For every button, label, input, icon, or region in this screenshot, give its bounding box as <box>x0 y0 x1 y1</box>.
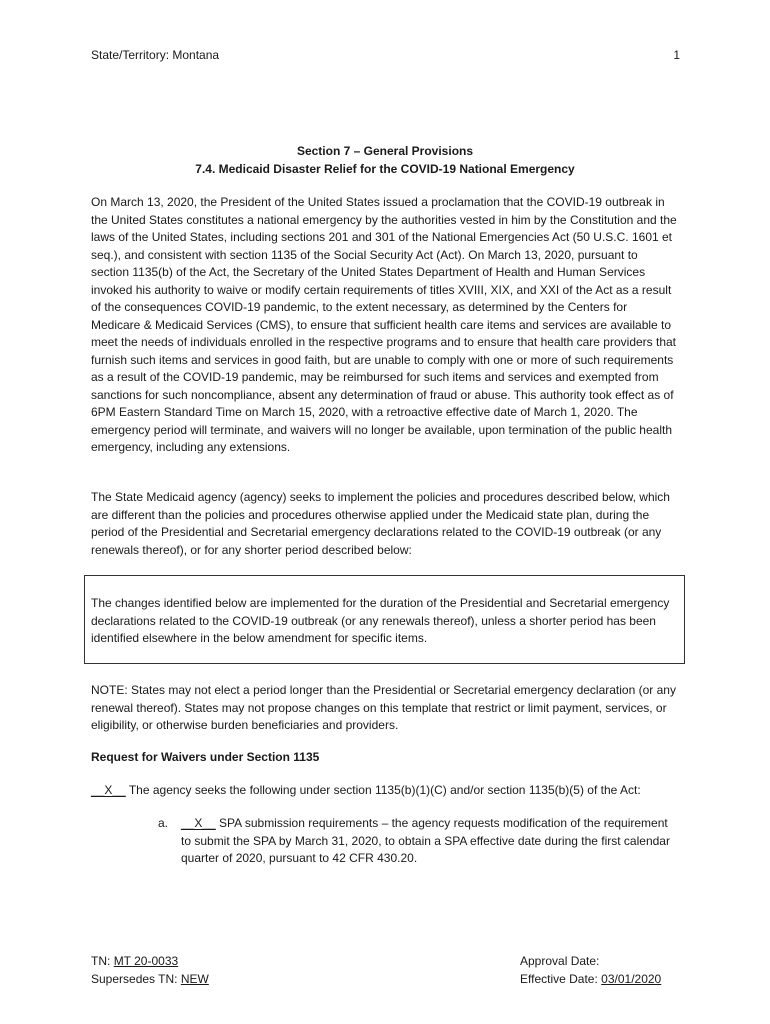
section-title: Section 7 – General Provisions <box>296 144 474 158</box>
duration-box <box>84 575 685 664</box>
state-header: State/Territory: Montana <box>91 48 220 62</box>
item-a-body <box>181 815 681 868</box>
supersedes-line <box>91 971 209 989</box>
approval-label: Approval Date: <box>520 954 600 968</box>
waiver-check-mark: __X__ <box>91 783 126 797</box>
agency-paragraph: The State Medicaid agency (agency) seeks to implement the policies and procedures described below, which are different than the policies and procedures otherwise applied under the Medicaid state plan, during the period of the Presidential and Secretarial emergency declarations related to the COVID-19 outbreak (or any renewals thereof), or for any shorter period described below: <box>91 490 670 557</box>
item-a-label: a. <box>158 816 169 830</box>
item-a-text: SPA submission requirements – the agency requests modification of the requirement to submit the SPA by March 31, 2020, to obtain a SPA effective date during the first calendar quarter of 2020, pursuant to 42 CFR 430.20. <box>181 816 670 865</box>
effective-value: 03/01/2020 <box>601 971 662 986</box>
footer-left <box>91 953 209 988</box>
effective-label: Effective Date: <box>520 971 598 986</box>
tn-line <box>91 953 209 971</box>
approval-line <box>520 953 661 971</box>
duration-box-text: The changes identified below are implemented for the duration of the Presidential and Secretarial emergency declarations related to the COVID-19 outbreak (or any renewals thereof), unless a shorter period has been identified elsewhere in the below amendment for specific items. <box>91 596 670 645</box>
supersedes-label: Supersedes TN: <box>91 971 178 986</box>
waiver-request-text: The agency seeks the following under section 1135(b)(1)(C) and/or section 1135(b)(5) of the Act: <box>128 783 641 797</box>
tn-value: MT 20-0033 <box>113 954 179 968</box>
tn-label: TN: <box>91 954 111 968</box>
footer-right <box>520 953 661 988</box>
page-number: 1 <box>673 48 680 62</box>
intro-paragraph: On March 13, 2020, the President of the United States issued a proclamation that the COVID-19 outbreak in the United States constitutes a national emergency by the authorities vested in him by the Constitution and the laws of the United States, including sections 201 and 301 of the National Emergencies Act (50 U.S.C. 1601 et seq.), and consistent with section 1135 of the Social Security Act (Act). On March 13, 2020, pursuant to section 1135(b) of the Act, the Secretary of the United States Department of Health and Human Services invoked his authority to waive or modify certain requirements of titles XVIII, XIX, and XXI of the Act as a result of the consequences COVID-19 pandemic, to the extent necessary, as determined by the Centers for Medicare & Medicaid Services (CMS), to ensure that sufficient health care items and services are available to meet the needs of individuals enrolled in the respective programs and to ensure that health care providers that furnish such items and services in good faith, but are unable to comply with one or more of such requirements as a result of the COVID-19 pandemic, may be reimbursed for such items and services and exempted from sanctions for such noncompliance, absent any determination of fraud or abuse. This authority took effect as of 6PM Eastern Standard Time on March 15, 2020, with a retroactive effective date of March 1, 2020. The emergency period will terminate, and waivers will no longer be available, upon termination of the public health emergency, including any extensions. <box>91 195 677 454</box>
supersedes-value: NEW <box>180 971 209 986</box>
title-block <box>91 143 679 178</box>
waivers-heading: Request for Waivers under Section 1135 <box>91 750 320 764</box>
item-a-check-mark: __X__ <box>181 816 216 830</box>
subsection-title: 7.4. Medicaid Disaster Relief for the COVID-19 National Emergency <box>195 161 575 176</box>
waiver-request-line <box>91 783 641 797</box>
note-paragraph: NOTE: States may not elect a period longer than the Presidential or Secretarial emergency declaration (or any renewal thereof). States may not propose changes on this template that restrict or limit payment, services, or eligibility, or otherwise burden beneficiaries and providers. <box>91 683 676 732</box>
effective-line <box>520 971 661 989</box>
